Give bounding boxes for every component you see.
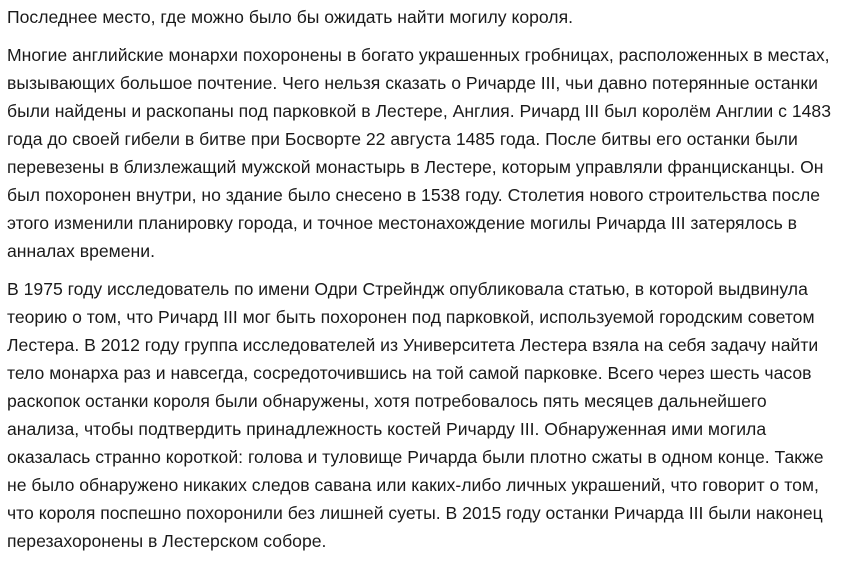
paragraph-1: Многие английские монархи похоронены в богато украшенных гробницах, расположенных в местах, вызывающих большое почтение. Чего нельзя сказать о Ричарде III, чьи давно потерянные останки были найдены и раскопаны под парковкой в Лестере, Англия. Ричард III был королём Англии с 1483 года до своей гибели в битве при Босворте 22 августа 1485 года. После битвы его останки были перевезены в близлежащий мужской монастырь в Лестере, которым управляли францисканцы. Он был похоронен внутри, но здание было снесено в 1538 году. Столетия нового строительства после этого изменили планировку города, и точное местонахождение могилы Ричарда III затерялось в анналах времени. — [7, 45, 831, 261]
paragraph-2: В 1975 году исследователь по имени Одри Стрейндж опубликовала статью, в которой выдвинула теорию о том, что Ричард III мог быть похоронен под парковкой, используемой городским советом Лестера. В 2012 году группа исследователей из Университета Лестера взяла на себя задачу найти тело монарха раз и навсегда, сосредоточившись на той самой парковке. Всего через шесть часов раскопок останки короля были обнаружены, хотя потребовалось пять месяцев дальнейшего анализа, чтобы подтвердить принадлежность костей Ричарду III. Обнаруженная ими могила оказалась странно короткой: голова и туловище Ричарда были плотно сжаты в одном конце. Также не было обнаружено никаких следов савана или каких-либо личных украшений, что говорит о том, что короля поспешно похоронили без лишней суеты. В 2015 году останки Ричарда III были наконец перезахоронены в Лестерском соборе. — [7, 279, 824, 551]
intro-line: Последнее место, где можно было бы ожидать найти могилу короля. — [7, 7, 573, 27]
